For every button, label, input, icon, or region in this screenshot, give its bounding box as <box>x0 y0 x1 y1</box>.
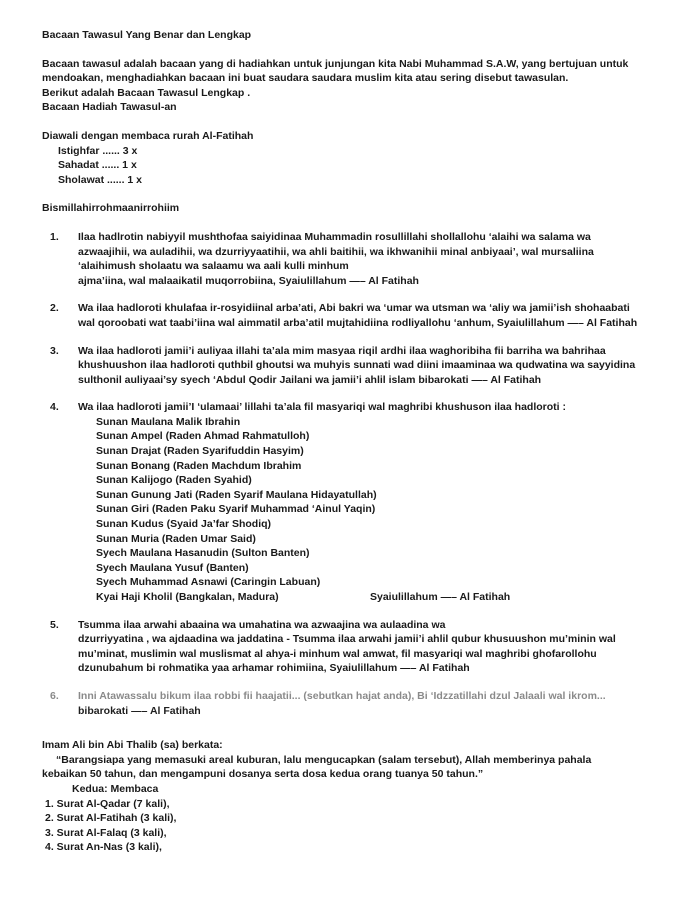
tawasul-item-6-body <box>78 689 642 718</box>
closing-attribution: Imam Ali bin Abi Thalib (sa) berkata: <box>42 739 223 752</box>
tawasul-item-6 <box>42 689 642 718</box>
list-item: Sunan Kalijogo (Raden Syahid) <box>96 474 252 487</box>
list-item: Sunan Maulana Malik Ibrahin <box>96 415 241 428</box>
list-item: Sunan Giri (Raden Paku Syarif Muhammad ‘Ainul Yaqin) <box>96 503 376 516</box>
list-item: Sunan Kudus (Syaid Ja’far Shodiq) <box>96 518 272 531</box>
tawasul-item-3-text: Wa ilaa hadloroti jamii’i auliyaa illahi ta’ala mim masyaa riqil ardhi ilaa waghoribiha fii barriha wa bahrihaa khushuushon ilaa hadloroti quthbil ghoutsi wa muhyis sunnati wad diini imaaminaa wa qudwatina wa sayyidina sulthonil auliyaai’sy syech ‘Abdul Qodir Jailani wa jamii’i ahlil islam bibarokati —– Al Fatihah <box>78 344 636 386</box>
tawasul-item-5-text: Tsumma ilaa arwahi abaaina wa umahatina wa azwaajina wa aulaadina wa <box>78 618 446 631</box>
closing-quote-line-2: kebaikan 50 tahun, dan mengampuni dosanya serta dosa kedua orang tuanya 50 tahun.” <box>42 768 484 781</box>
tawasul-item-2 <box>42 301 642 330</box>
tawasul-item-4 <box>42 400 642 604</box>
tawasul-item-1-text-continued: ajma’iina, wal malaaikatil muqorrobiina, Syaiulillahum —– Al Fatihah <box>78 274 419 287</box>
opening-item-istighfar: Istighfar ...... 3 x <box>58 144 138 157</box>
list-item: 4. Surat An-Nas (3 kali), <box>45 841 162 854</box>
list-item: 2. Surat Al-Fatihah (3 kali), <box>45 812 177 825</box>
document-body <box>42 28 642 855</box>
document-title: Bacaan Tawasul Yang Benar dan Lengkap <box>42 29 252 41</box>
intro-paragraph-line-1: Bacaan tawasul adalah bacaan yang di hadiahkan untuk junjungan kita Nabi Muhammad S.A.W, yang bertujuan untuk mendoakan, menghadiahkan bacaan ini buat saudara saudara muslim kita atau sering disebut tawasulan. <box>42 57 629 85</box>
basmalah-line: Bismillahirrohmaanirrohiim <box>42 202 180 215</box>
intro-paragraph-line-3: Bacaan Hadiah Tawasul-an <box>42 101 177 114</box>
tawasul-item-1 <box>42 230 642 288</box>
list-item: Sunan Ampel (Raden Ahmad Rahmatulloh) <box>96 430 310 443</box>
closing-kedua-heading: Kedua: Membaca <box>72 782 159 795</box>
tawasul-item-5 <box>42 618 642 676</box>
wali-songo-list <box>96 415 642 605</box>
list-item: Sunan Drajat (Raden Syarifuddin Hasyim) <box>96 445 304 458</box>
opening-item-sholawat: Sholawat ...... 1 x <box>58 173 143 186</box>
tawasul-list <box>42 230 642 718</box>
opening-item-sahadat: Sahadat ...... 1 x <box>58 159 137 172</box>
list-marker: 1. <box>50 230 59 243</box>
tawasul-item-2-text: Wa ilaa hadloroti khulafaa ir-rosyidiinal arba’ati, Abi bakri wa ‘umar wa utsman wa ‘aliy wa jamii’ish shohaabati wal qoroobati wat taabi’iina wal aimmatil arba’atil mujtahidiina rodliyallohu ‘anhum, Syaiulillahum —– Al Fatihah <box>78 302 638 329</box>
list-marker: 5. <box>50 618 59 631</box>
list-item: 1. Surat Al-Qadar (7 kali), <box>45 797 170 810</box>
list-item: Sunan Bonang (Raden Machdum Ibrahim <box>96 459 302 472</box>
closing-quote-line-1: “Barangsiapa yang memasuki areal kuburan, lalu mengucapkan (salam tersebut), Allah memberinya pahala <box>56 753 592 766</box>
list-marker: 2. <box>50 302 59 315</box>
tawasul-item-1-text: Ilaa hadlrotin nabiyyil mushthofaa saiyidinaa Muhammadin rosullillahi shollallohu ‘alaihi wa salama wa azwaajihii, wa auladihii, wa dzurriyyaatihii, wa ahli baitihii, wa ikhwanihii minal anbiyaai’, wal mursaliina ‘alaihimush sholaatu wa salaamu wa aali kulli minhum <box>78 230 594 273</box>
tawasul-item-6-text-emphasis: bibarokati —– Al Fatihah <box>78 704 201 717</box>
opening-heading: Diawali dengan membaca rurah Al-Fatihah <box>42 129 254 142</box>
list-item: 3. Surat Al-Falaq (3 kali), <box>45 826 167 839</box>
list-item: Syech Muhammad Asnawi (Caringin Labuan) <box>96 576 321 589</box>
list-item-label: Kyai Haji Kholil (Bangkalan, Madura) <box>96 591 279 603</box>
surat-list <box>45 797 642 855</box>
list-item: Sunan Gunung Jati (Raden Syarif Maulana Hidayatullah) <box>96 488 377 501</box>
wali-songo-list-tail: Syaiulillahum —– Al Fatihah <box>370 591 511 603</box>
tawasul-item-4-text: Wa ilaa hadloroti jamii’I ‘ulamaai’ lillahi ta’ala fil masyariqi wal maghribi khushuson ilaa hadloroti : <box>78 401 566 414</box>
tawasul-item-6-text: Inni Atawassalu bikum ilaa robbi fii haajatii... (sebutkan hajat anda), Bi ‘Idzzatillahi dzul Jalaali wal ikrom... <box>78 689 606 702</box>
list-marker: 6. <box>50 689 59 702</box>
list-item: Syech Maulana Hasanudin (Sulton Banten) <box>96 547 310 560</box>
list-item: Sunan Muria (Raden Umar Said) <box>96 532 256 545</box>
list-item: Syech Maulana Yusuf (Banten) <box>96 561 249 574</box>
intro-paragraph-line-2: Berikut adalah Bacaan Tawasul Lengkap . <box>42 86 251 99</box>
list-marker: 4. <box>50 401 59 414</box>
list-marker: 3. <box>50 344 59 357</box>
tawasul-item-5-text-continued: dzurriyyatina , wa ajdaadina wa jaddatina - Tsumma ilaa arwahi jamii’i ahlil qubur khusuushon mu’minin wal mu’minat, muslimin wal muslismat al ahya-i minhum wal amwat, fil masyariqi wal maghribi ghofarollohu dzunubahum bi rohmatika yaa arhamar rohimiina, Syaiulillahum —– Al Fatihah <box>78 633 616 675</box>
list-item-with-tail <box>96 590 642 605</box>
tawasul-item-3 <box>42 344 642 388</box>
